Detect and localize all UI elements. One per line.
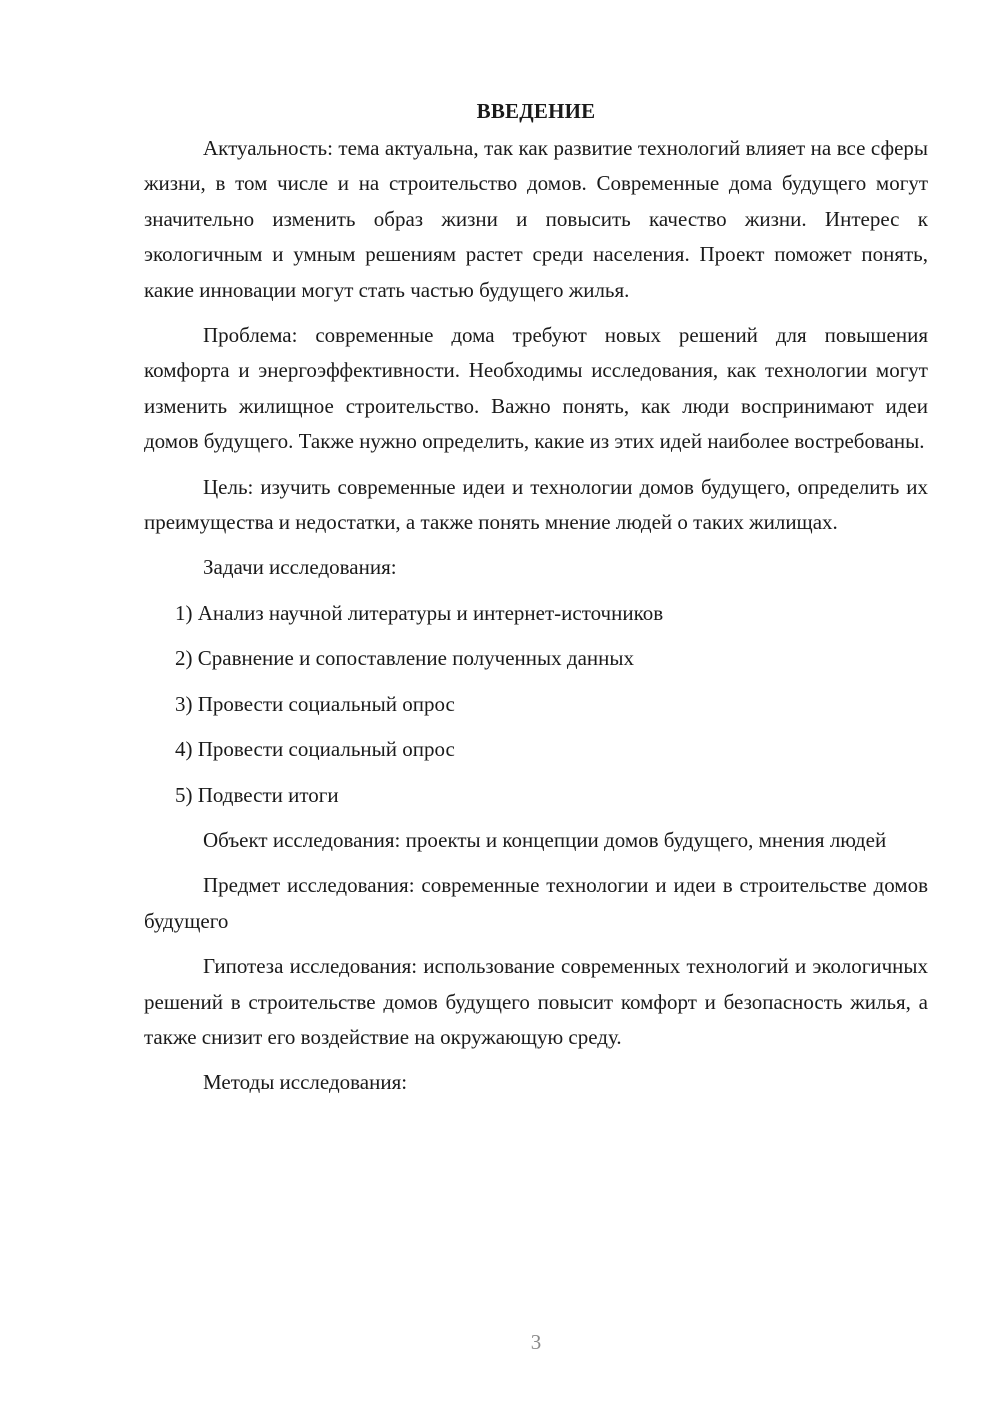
tasks-list	[144, 596, 928, 813]
tasks-title: Задачи исследования:	[203, 555, 397, 580]
list-item: 3) Провести социальный опрос	[175, 691, 455, 716]
document-page	[144, 94, 928, 1111]
list-item: 5) Подвести итоги	[175, 782, 339, 807]
subject-paragraph: Предмет исследования: современные технологии и идеи в строительстве домов будущего	[144, 873, 928, 933]
list-item: 1) Анализ научной литературы и интернет-источников	[175, 600, 664, 625]
section-heading: ВВЕДЕНИЕ	[476, 99, 596, 123]
list-item: 2) Сравнение и сопоставление полученных данных	[175, 646, 634, 671]
problem-paragraph: Проблема: современные дома требуют новых решений для повышения комфорта и энергоэффективности. Необходимы исследования, как технологии могут изменить жилищное строительство. Важно понять, как люди воспринимают идеи домов будущего. Также нужно определить, какие из этих идей наиболее востребованы.	[144, 323, 928, 454]
methods-title: Методы исследования:	[203, 1070, 408, 1095]
page-number: 3	[530, 1330, 542, 1354]
list-item: 4) Провести социальный опрос	[175, 737, 455, 762]
goal-paragraph: Цель: изучить современные идеи и технологии домов будущего, определить их преимущества и недостатки, а также понять мнение людей о таких жилищах.	[144, 474, 928, 535]
hypothesis-paragraph: Гипотеза исследования: использование современных технологий и экологичных решений в строительстве домов будущего повысит комфорт и безопасность жилья, а также снизит его воздействие на окружающую среду.	[144, 954, 928, 1049]
relevance-paragraph: Актуальность: тема актуальна, так как развитие технологий влияет на все сферы жизни, в том числе и на строительство домов. Современные дома будущего могут значительно изменить образ жизни и повысить качество жизни. Интерес к экологичным и умным решениям растет среди населения. Проект поможет понять, какие инновации могут стать частью будущего жилья.	[144, 136, 928, 302]
object-paragraph: Объект исследования: проекты и концепции домов будущего, мнения людей	[203, 827, 887, 852]
